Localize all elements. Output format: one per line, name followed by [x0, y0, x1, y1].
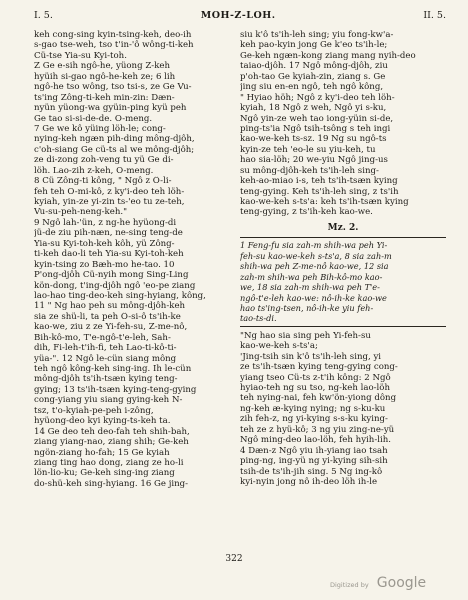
chapter-heading: Mz. 2. — [327, 222, 359, 233]
text-line: kao-we, ziu z ze Yi-feh-su, Z-me-nô, — [34, 322, 188, 333]
text-line: teh ngô kông-keh sing-ing. Ih le-cün — [34, 364, 192, 374]
text-line: kyiah, 18 Ngô z weh, Ngô yi s-ku, — [240, 103, 387, 114]
text-line: lön-lio-ku; Ge-keh sing-ing ziang — [34, 468, 175, 479]
text-line: do-shü-keh sing-hyiang. 16 Ge jing- — [34, 478, 189, 489]
running-header — [34, 10, 446, 26]
text-line: hyüih si-gao ngô-he-keh ze; 6 lih — [34, 71, 176, 82]
text-line: Ngô ming-deo lao-löh, feh hyih-lih. — [240, 435, 391, 446]
text-line: teh ze z hyü-kô; 3 ng yiu zing-ne-yü — [240, 424, 395, 435]
text-line: ze ts'ih-tsæn kying teng-gying cong- — [240, 362, 398, 373]
text-line: p'oh-tao Ge kyiah-zin, ziang s. Ge — [240, 71, 386, 82]
google-logo-text: Google — [376, 575, 427, 591]
summary-line: 1 Feng-fu sia zah-m shih-wa peh Yi- — [240, 240, 388, 251]
text-line: 'Jing-tsih sin k'ô ts'ih-leh sing, yi — [240, 351, 382, 362]
text-line: jing siu en-en ngô, teh ngô kông, — [240, 82, 384, 93]
text-line: ping-ng, ing-yü ng yi-kying sih-sih — [240, 456, 388, 467]
text-line: 14 Ge deo teh deo-fah teh shih-bah, — [34, 426, 190, 437]
text-line: nying-keh ngæn pih-ding mông-djôh, — [34, 134, 195, 145]
text-line: kao-we-keh ts-sz. 19 Ng su ngô-ts — [240, 134, 387, 145]
text-line: Cü-tse Yia-su Kyi-toh. — [34, 50, 127, 61]
text-line: gying; 13 ts'ih-tsæn kying-teng-gying — [34, 384, 197, 395]
text-line: kyi-nyin jong nô ih-deo löh ih-le — [240, 476, 378, 487]
text-line: P'ong-djôh Cü-nyih mong Sing-Ling — [34, 270, 189, 281]
text-line: cong-yiang yiu siang gying-keh N- — [34, 395, 183, 406]
text-line: mông-djôh ts'ih-tsæn kying teng- — [34, 374, 178, 385]
text-line: zih feh-z, ng yi-kying s-s-ku kying- — [240, 414, 388, 425]
right-column-text-top — [240, 30, 446, 218]
text-line: feh teh O-mi-kô, z ky'i-deo teh löh- — [34, 186, 185, 197]
text-line: teh nying-nai, feh kw'ön-yiong dông — [240, 393, 397, 404]
text-line: yüa-". 12 Ngô le-cün siang mông — [34, 353, 177, 364]
text-line: dih, Fi-leh-t'ih-fi, teh Lao-ti-kô-ti- — [34, 343, 177, 354]
header-chapter-left: I. 5. — [34, 10, 53, 21]
text-line: ping-ts'ia Ngô tsih-tsông s teh ingi — [240, 123, 391, 134]
header-chapter-right: II. 5. — [423, 10, 446, 21]
right-column — [240, 30, 446, 487]
text-line: ziang ting hao dong, ziang ze ho-li — [34, 457, 184, 468]
text-line: teng-gying. Keh ts'ih-leh sing, z ts'ih — [240, 186, 399, 197]
text-line: " Hyiao höh; Ngô z ky'i-deo teh löh- — [240, 92, 395, 103]
text-line: kao-we-keh s-ts'a; — [240, 341, 318, 352]
text-line: hyüong-deo kyi kying-ts-keh ta. — [34, 416, 171, 427]
left-column — [34, 30, 234, 489]
text-line: löh. Lao-zih z-keh, O-meng. — [34, 165, 154, 176]
text-line: sia ze shü-li, ta peh Ô-si-ô ts'ih-ke — [34, 311, 181, 322]
text-line: yiang tseo Cü-ts z-t'ih kông: 2 Ngô — [240, 372, 391, 383]
summary-line: ngô-t'e-leh kao-we: nô-ih-ke kao-we — [240, 292, 387, 303]
text-line: teng-gying, z ts'ih-keh kao-we. — [240, 207, 373, 218]
text-line: kyiah, yin-ze yi-zin ts-'eo tu ze-teh, — [34, 197, 185, 207]
text-line: tsih-de ts'ih-jih sing. 5 Ng ing-kô — [240, 466, 383, 477]
text-line: 4 Dæn-z Ngô yiu ih-yiang iao tsah — [240, 445, 388, 456]
chapter-summary — [240, 237, 446, 327]
text-line: 9 Ngô lah-'ün, z ng-he hyüong-di — [34, 217, 177, 228]
text-line: Ngô yin-ze weh tao iong-yüin si-de, — [240, 113, 394, 124]
summary-line: we, 18 sia zah-m shih-wa peh T'e- — [240, 282, 380, 293]
text-line: jü-de ziu pih-næn, ne-sing teng-de — [34, 228, 183, 239]
text-line: kön-dong, t'ing-djôh ngô 'eo-pe ziang — [34, 280, 196, 291]
text-line: Vu-su-peh-neng-keh." — [34, 207, 128, 218]
text-line: ngô-he tso wông, tso tsi-s, ze Ge Vu- — [34, 82, 192, 93]
text-line: su mông-djôh-keh ts'ih-leh sing- — [240, 165, 379, 176]
text-line: 11 " Ng hao peh su mông-djôh-keh — [34, 301, 186, 312]
text-line: s-gao tse-weh, tso t'in-'ô wông-ti-keh — [34, 40, 194, 51]
text-line: ziang yiang-nao, ziang shih; Ge-keh — [34, 437, 189, 448]
text-line: ngön-ziang ho-fah; 15 Ge kyiah — [34, 447, 170, 458]
page-number: 322 — [225, 554, 243, 564]
text-line: kyin-ze teh 'eo-le su yiu-keh, tu — [240, 144, 376, 155]
header-title: MOH-Z-LOH. — [200, 10, 276, 21]
text-line: 7 Ge we kô yüing löh-le; cong- — [34, 123, 166, 134]
summary-line: shih-wa peh Z-me-nô kao-we, 12 sia — [240, 261, 389, 272]
text-line: Z Ge e-sih ngô-he, yüong Z-keh — [34, 61, 171, 72]
text-line: c'oh-siang Ge cü-ts al we mông-djôh; — [34, 144, 195, 155]
text-line: kyin-tsing zo Bæh-mo he-tao. 10 — [34, 259, 175, 270]
text-line: Ge-keh ngæn-kong ziang mang nyih-deo — [240, 50, 416, 61]
summary-line: hao ts'ing-tsen, nô-ih-ke yiu feh- — [240, 302, 374, 313]
text-line: Bih-kô-mo, T'e-ngô-t'e-leh, Sah- — [34, 332, 171, 343]
text-line: Yia-su Kyi-toh-keh kôh, yü Zông- — [34, 238, 175, 249]
text-line: siu k'ô ts'ih-leh sing; yiu fong-kw'a- — [240, 30, 394, 40]
text-line: keh-ao-miao i-s, teh ts'ih-tsæn kying — [240, 176, 398, 187]
summary-line: tao-ts-di. — [240, 313, 277, 324]
text-line: keh cong-sing kyin-tsing-keh, deo-ih — [34, 30, 192, 40]
text-line: nyün yüong-wa gyüin-ping kyü peh — [34, 103, 187, 114]
right-column-text-bottom — [240, 331, 446, 488]
text-line: 8 Cü Zông-ti kông, " Ngô z Ô-li- — [34, 176, 172, 187]
text-line: ng-keh æ-kying nying; ng s-ku-ku — [240, 403, 386, 414]
text-line: ts'ing Zông-ti-keh min-zin: Dæn- — [34, 92, 175, 103]
text-line: ze di-zong zoh-veng tu yü Ge di- — [34, 155, 174, 166]
text-line: Ge tao si-si-de-de. O-meng. — [34, 113, 153, 124]
text-line: ti-keh dao-li teh Yia-su Kyi-toh-keh — [34, 249, 184, 260]
digitized-by-label: Digitized by — [330, 581, 369, 589]
text-line: "Ng hao sia sing peh Yi-feh-su — [240, 330, 371, 341]
google-watermark — [330, 572, 426, 591]
text-line: keh pao-kyin jong Ge k'eo ts'ih-le; — [240, 40, 388, 51]
summary-line: feh-su kao-we-keh s-ts'a, 8 sia zah-m — [240, 250, 392, 261]
text-line: taiao-djôh. 17 Ngô mông-djôh, ziu — [240, 61, 388, 72]
text-line: tsz, t'o-kyiah-pe-peh i-zông, — [34, 405, 154, 416]
text-line: hyiao-teh ng su tso, ng-keh lao-löh — [240, 383, 390, 394]
text-line: hao sia-löh; 20 we-yiu Ngô jing-us — [240, 155, 388, 166]
text-line: lao-hao ting-deo-keh sing-hyiang, kông, — [34, 290, 206, 301]
summary-line: zah-m shih-wa peh Bih-kô-mo kao- — [240, 271, 383, 282]
text-line: kao-we-keh s-ts'a: keh ts'ih-tsæn kying — [240, 197, 409, 207]
